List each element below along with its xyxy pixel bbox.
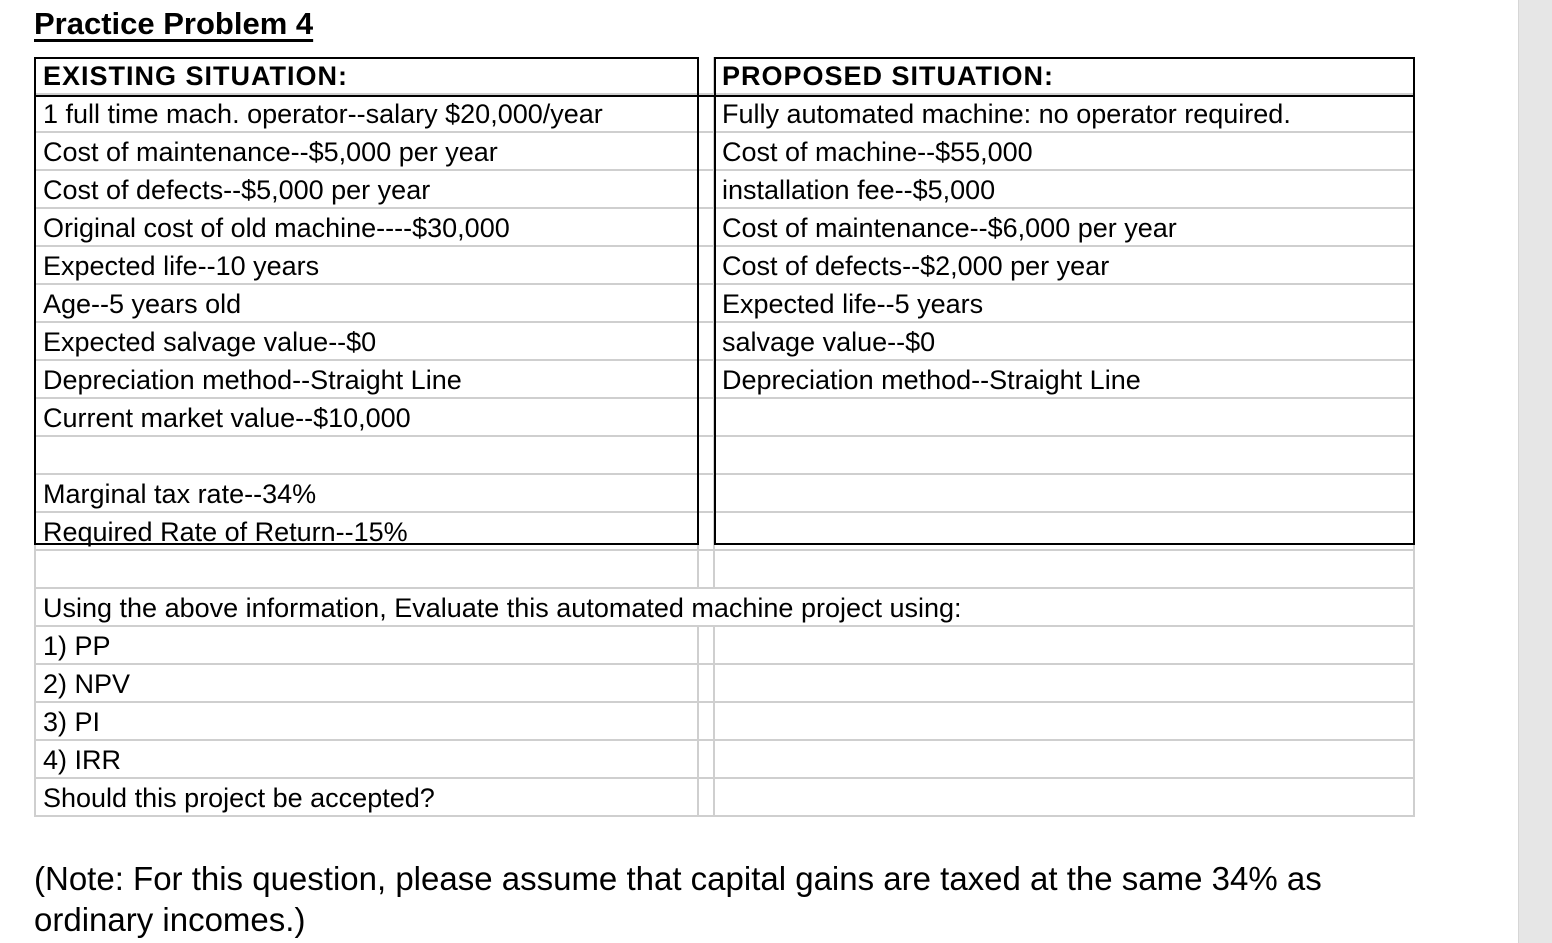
proposed-cell[interactable]: Cost of maintenance--$6,000 per year [715, 209, 1415, 247]
existing-header[interactable]: EXISTING SITUATION: [34, 57, 699, 95]
proposed-header[interactable]: PROPOSED SITUATION: [715, 57, 1415, 95]
proposed-cell[interactable] [715, 399, 1415, 437]
question-cell[interactable]: 2) NPV [34, 665, 699, 703]
existing-cell[interactable]: Depreciation method--Straight Line [34, 361, 699, 399]
spacer-cell[interactable] [699, 665, 715, 703]
proposed-cell[interactable] [715, 475, 1415, 513]
proposed-cell[interactable] [715, 437, 1415, 475]
existing-cell[interactable]: 1 full time mach. operator--salary $20,000/year [34, 95, 699, 133]
spacer-cell[interactable] [699, 551, 715, 589]
question-cell[interactable]: 4) IRR [34, 741, 699, 779]
empty-cell[interactable] [715, 665, 1415, 703]
existing-cell[interactable]: Current market value--$10,000 [34, 399, 699, 437]
spacer-cell[interactable] [699, 475, 715, 513]
spacer-cell[interactable] [699, 627, 715, 665]
proposed-cell[interactable]: Fully automated machine: no operator required. [715, 95, 1415, 133]
proposed-cell[interactable]: Cost of machine--$55,000 [715, 133, 1415, 171]
empty-cell[interactable] [715, 779, 1415, 817]
page-title: Practice Problem 4 [34, 6, 314, 41]
existing-cell[interactable]: Cost of maintenance--$5,000 per year [34, 133, 699, 171]
existing-cell[interactable] [34, 551, 699, 589]
spacer-cell[interactable] [699, 361, 715, 399]
spacer-cell[interactable] [699, 437, 715, 475]
existing-cell[interactable] [34, 437, 699, 475]
spacer-cell[interactable] [699, 95, 715, 133]
proposed-cell[interactable] [715, 513, 1415, 551]
spacer-cell[interactable] [699, 285, 715, 323]
proposed-cell[interactable]: salvage value--$0 [715, 323, 1415, 361]
existing-cell[interactable]: Required Rate of Return--15% [34, 513, 699, 551]
empty-cell[interactable] [715, 741, 1415, 779]
spacer-cell[interactable] [699, 133, 715, 171]
spacer-cell[interactable] [699, 513, 715, 551]
existing-cell[interactable]: Age--5 years old [34, 285, 699, 323]
spacer-cell[interactable] [699, 779, 715, 817]
spacer-cell[interactable] [699, 703, 715, 741]
spacer-cell[interactable] [699, 209, 715, 247]
proposed-cell[interactable]: Expected life--5 years [715, 285, 1415, 323]
proposed-cell[interactable]: installation fee--$5,000 [715, 171, 1415, 209]
existing-cell[interactable]: Expected life--10 years [34, 247, 699, 285]
existing-cell[interactable]: Marginal tax rate--34% [34, 475, 699, 513]
spacer-cell[interactable] [699, 171, 715, 209]
question-cell[interactable]: Should this project be accepted? [34, 779, 699, 817]
spacer-cell[interactable] [699, 323, 715, 361]
existing-cell[interactable]: Original cost of old machine----$30,000 [34, 209, 699, 247]
spacer-cell[interactable] [699, 57, 715, 95]
spacer-cell[interactable] [699, 247, 715, 285]
question-cell[interactable]: 3) PI [34, 703, 699, 741]
spacer-cell[interactable] [699, 399, 715, 437]
question-cell[interactable]: 1) PP [34, 627, 699, 665]
note-text: (Note: For this question, please assume that capital gains are taxed at the same 34% as ordinary incomes.) [34, 860, 1322, 938]
proposed-cell[interactable] [715, 551, 1415, 589]
vertical-scrollbar[interactable] [1518, 0, 1552, 943]
instruction-cell[interactable]: Using the above information, Evaluate this automated machine project using: [34, 589, 1415, 627]
spacer-cell[interactable] [699, 741, 715, 779]
empty-cell[interactable] [715, 627, 1415, 665]
empty-cell[interactable] [715, 703, 1415, 741]
proposed-cell[interactable]: Cost of defects--$2,000 per year [715, 247, 1415, 285]
proposed-cell[interactable]: Depreciation method--Straight Line [715, 361, 1415, 399]
existing-cell[interactable]: Cost of defects--$5,000 per year [34, 171, 699, 209]
existing-cell[interactable]: Expected salvage value--$0 [34, 323, 699, 361]
